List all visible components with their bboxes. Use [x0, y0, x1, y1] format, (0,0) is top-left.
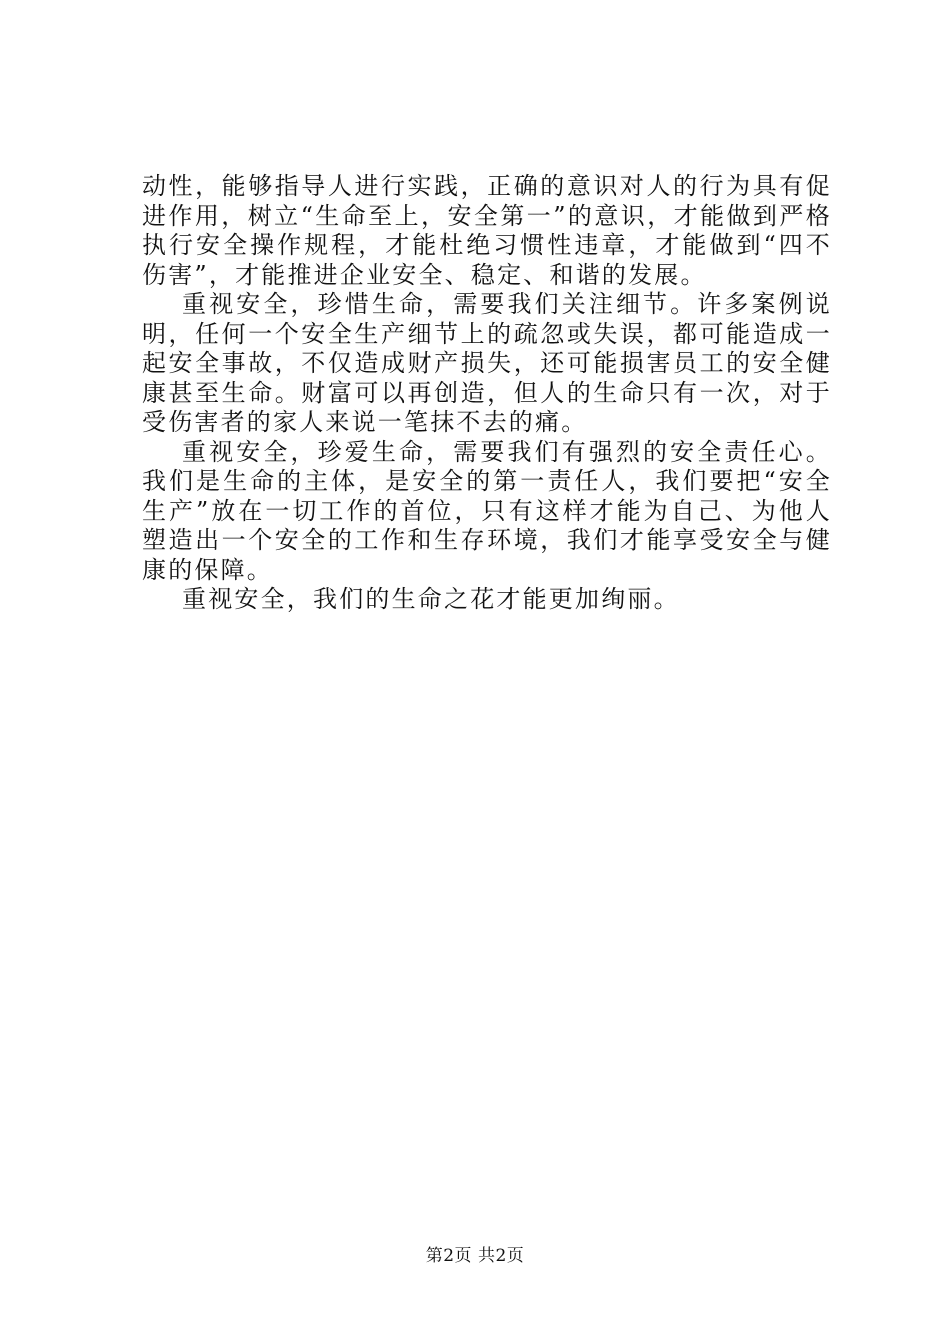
paragraph-3: 重视安全，珍爱生命，需要我们有强烈的安全责任心。我们是生命的主体，是安全的第一责任人，我们要把“安全生产”放在一切工作的首位，只有这样才能为自己、为他人塑造出一个安全的工作和生存环境，我们才能享受安全与健康的保障。: [142, 437, 832, 584]
paragraph-4: 重视安全，我们的生命之花才能更加绚丽。: [182, 585, 680, 613]
paragraph-1: 动性，能够指导人进行实践，正确的意识对人的行为具有促进作用，树立“生命至上，安全第一”的意识，才能做到严格执行安全操作规程，才能杜绝习惯性违章，才能做到“四不伤害”，才能推进企业安全、稳定、和谐的发展。: [142, 172, 832, 289]
page-number-footer: 第2页 共2页: [425, 1246, 525, 1266]
document-body: [142, 172, 832, 615]
paragraph-2: 重视安全，珍惜生命，需要我们关注细节。许多案例说明，任何一个安全生产细节上的疏忽或失误，都可能造成一起安全事故，不仅造成财产损失，还可能损害员工的安全健康甚至生命。财富可以再创造，但人的生命只有一次，对于受伤害者的家人来说一笔抹不去的痛。: [142, 290, 832, 436]
